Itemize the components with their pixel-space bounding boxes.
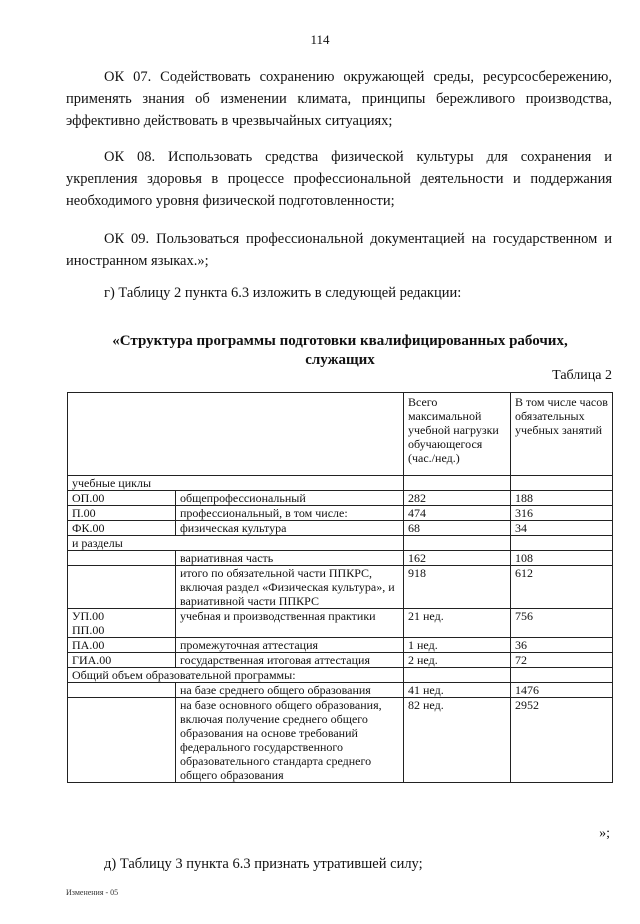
row-name: общепрофессиональный [176,491,404,506]
row-name: промежуточная аттестация [176,638,404,653]
table-row [68,566,613,609]
header-mandatory-hours: В том числе часов обязательных учебных занятий [511,393,613,476]
row-code [68,609,176,638]
header-total-load: Всего максимальной учебной нагрузки обучающегося (час./нед.) [404,393,511,476]
row-code-1: УП.00 [72,609,105,623]
footer-note: Изменения - 05 [66,888,119,897]
row-total: 21 нед. [404,609,511,638]
empty-cell [68,683,176,698]
empty-cell [68,698,176,783]
row-total: 918 [404,566,511,609]
table-row [68,609,613,638]
row-total: 68 [404,521,511,536]
row-code: ГИА.00 [68,653,176,668]
section-label: и разделы [68,536,404,551]
section-label: Общий объем образовательной программы: [68,668,404,683]
row-name: физическая культура [176,521,404,536]
table-header-row [68,393,613,476]
table-row [68,551,613,566]
row-name: вариативная часть [176,551,404,566]
row-total: 82 нед. [404,698,511,783]
section-row [68,476,613,491]
row-mandatory: 188 [511,491,613,506]
page-number: 114 [310,32,330,47]
empty-cell [68,566,176,609]
table-caption: Таблица 2 [552,368,612,383]
row-mandatory: 316 [511,506,613,521]
row-name: итого по обязательной части ППКРС, включая раздел «Физическая культура», и вариативной части ППКРС [176,566,404,609]
row-name: государственная итоговая аттестация [176,653,404,668]
row-name: профессиональный, в том числе: [176,506,404,521]
row-total: 474 [404,506,511,521]
row-total: 1 нед. [404,638,511,653]
row-mandatory: 2952 [511,698,613,783]
section-label: учебные циклы [68,476,404,491]
empty-cell [511,668,613,683]
row-total: 41 нед. [404,683,511,698]
table-heading: «Структура программы подготовки квалифицированных рабочих, служащих [112,333,568,368]
program-structure-table [67,392,613,783]
table-row [68,698,613,783]
empty-cell [404,536,511,551]
row-code: ОП.00 [68,491,176,506]
header-empty-cell [68,393,404,476]
empty-cell [68,551,176,566]
row-name: учебная и производственная практики [176,609,404,638]
row-total: 282 [404,491,511,506]
table-row [68,683,613,698]
row-mandatory: 36 [511,638,613,653]
row-mandatory: 72 [511,653,613,668]
row-mandatory: 34 [511,521,613,536]
closing-quote: »; [599,826,610,841]
paragraph-d: д) Таблицу 3 пункта 6.3 признать утратившей силу; [104,856,423,872]
empty-cell [511,476,613,491]
row-code: ПА.00 [68,638,176,653]
row-name: на базе среднего общего образования [176,683,404,698]
table-row [68,521,613,536]
row-code: П.00 [68,506,176,521]
row-total: 162 [404,551,511,566]
row-code-2: ПП.00 [72,623,105,637]
row-mandatory: 1476 [511,683,613,698]
row-mandatory: 612 [511,566,613,609]
row-total: 2 нед. [404,653,511,668]
row-code: ФК.00 [68,521,176,536]
empty-cell [404,668,511,683]
paragraph-ok09: ОК 09. Пользоваться профессиональной документацией на государственном и иностранном языках.»; [66,231,612,269]
paragraph-g: г) Таблицу 2 пункта 6.3 изложить в следующей редакции: [104,285,462,301]
row-mandatory: 756 [511,609,613,638]
paragraph-ok08: ОК 08. Использовать средства физической культуры для сохранения и укрепления здоровья в процессе профессиональной деятельности и поддержания необходимого уровня физической подготовленности; [66,149,612,209]
row-mandatory: 108 [511,551,613,566]
empty-cell [511,536,613,551]
empty-cell [404,476,511,491]
table-row [68,653,613,668]
table-row [68,491,613,506]
paragraph-ok07: ОК 07. Содействовать сохранению окружающей среды, ресурсосбережению, применять знания об изменении климата, принципы бережливого производства, эффективно действовать в чрезвычайных ситуациях; [66,69,612,129]
section-row [68,536,613,551]
section-row [68,668,613,683]
table-row [68,638,613,653]
table-row [68,506,613,521]
row-name: на базе основного общего образования, включая получение среднего общего образования на основе требований федерального государственного образовательного стандарта среднего общего образования [176,698,404,783]
